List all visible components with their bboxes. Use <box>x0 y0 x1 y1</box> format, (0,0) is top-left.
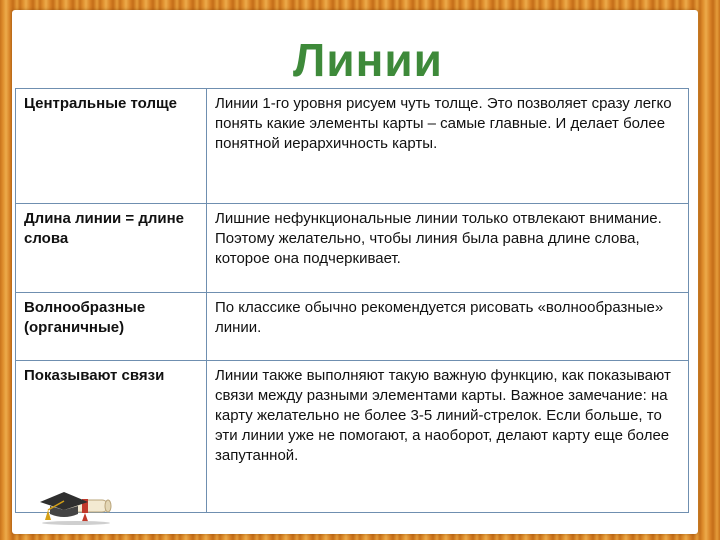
term-cell: Волнообразные (органичные) <box>16 293 207 361</box>
term-cell: Длина линии = длине слова <box>16 204 207 293</box>
page-title: Линии <box>293 34 443 86</box>
slide <box>12 10 698 534</box>
table-row <box>16 204 689 293</box>
term-cell: Показывают связи <box>16 361 207 513</box>
description-cell: По классике обычно рекомендуется рисовать «волнообразные» линии. <box>207 293 689 361</box>
graduation-cap-diploma-icon <box>36 480 116 526</box>
term-cell: Центральные толще <box>16 89 207 204</box>
table-row <box>16 361 689 513</box>
description-cell: Лишние нефункциональные линии только отвлекают внимание. Поэтому желательно, чтобы линия была равна длине слова, которое она подчеркивает. <box>207 204 689 293</box>
lines-table <box>15 88 689 513</box>
table-row <box>16 89 689 204</box>
table-row <box>16 293 689 361</box>
description-cell: Линии также выполняют такую важную функцию, как показывают связи между разными элементами карты. Важное замечание: на карту желательно не более 3-5 линий-стрелок. Если больше, то эти линии уже не помогают, а наоборот, делают карту еще более запутанной. <box>207 361 689 513</box>
description-cell: Линии 1-го уровня рисуем чуть толще. Это позволяет сразу легко понять какие элементы карты – самые главные. И делает более понятной иерархичность карты. <box>207 89 689 204</box>
